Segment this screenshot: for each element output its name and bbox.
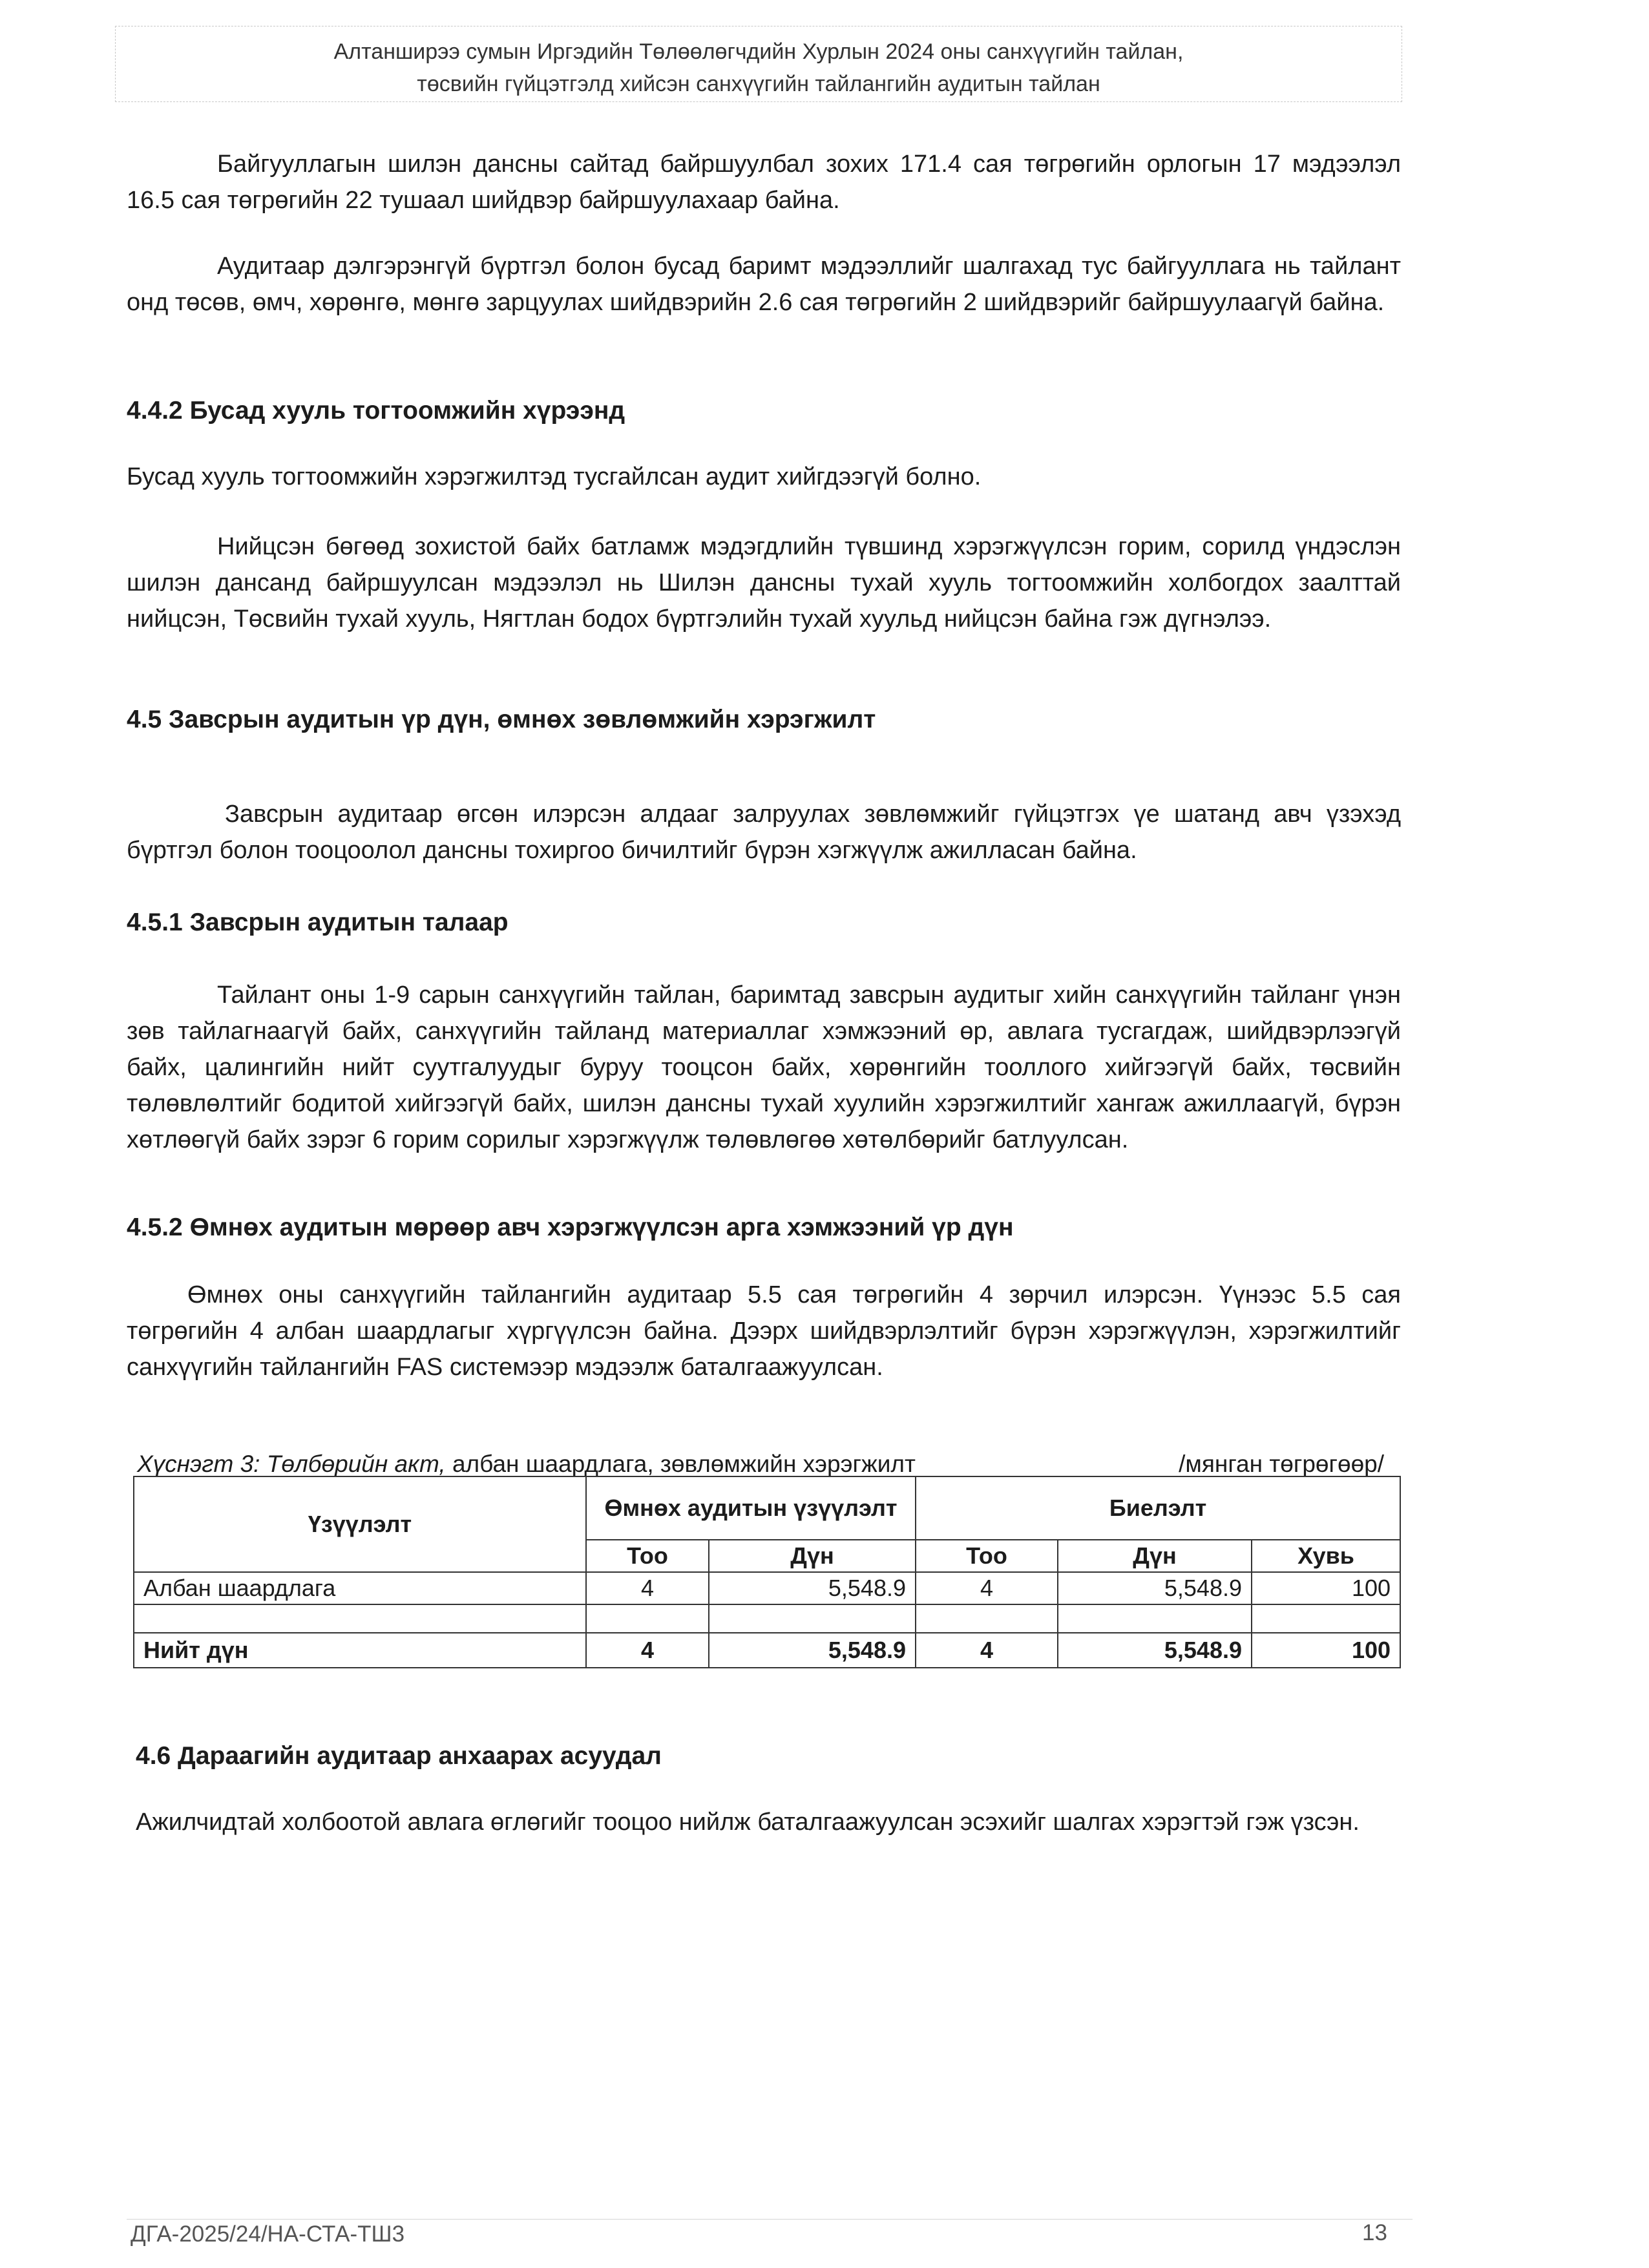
- header-percent: Хувь: [1252, 1540, 1400, 1572]
- paragraph-unposted-decisions: Аудитаар дэлгэрэнгүй бүртгэл болон бусад баримт мэдээллийг шалгахад тус байгууллага нь тайлант онд төсөв, өмч, хөрөнгө, мөнгө зарцуулах шийдвэрийн 2.6 сая төгрөгийн 2 шийдвэрийг байршуулаагүй байна.: [127, 253, 1401, 316]
- table-unit: /мянган төгрөгөөр/: [1179, 1451, 1384, 1477]
- table-row: [134, 1572, 1400, 1604]
- heading-4-5-1: 4.5.1 Завсрын аудитын талаар: [127, 908, 509, 936]
- row-name: Албан шаардлага: [134, 1572, 586, 1604]
- paragraph-prior-audit: Өмнөх оны санхүүгийн тайлангийн аудитаар 5.5 сая төгрөгийн 4 зөрчил илэрсэн. Үүнээс 5.5 сая төгрөгийн 4 албан шаардлагыг хүргүүлсэн байна. Дээрх шийдвэрлэлтийг бүрэн хэрэгжүүлэн, хэрэгжилтийг санхүүгийн тайлангийн FAS системээр мэдээлж баталгаажуулсан.: [127, 1281, 1401, 1381]
- row-exec-count: 4: [916, 1572, 1058, 1604]
- header-exec-count: Тоо: [916, 1540, 1058, 1572]
- results-table: [133, 1476, 1401, 1668]
- page-number: 13: [1362, 2220, 1387, 2245]
- row-percent: 100: [1252, 1572, 1400, 1604]
- table-row-total: [134, 1633, 1400, 1668]
- heading-4-4-2: 4.4.2 Бусад хууль тогтоомжийн хүрээнд: [127, 397, 625, 425]
- total-percent: 100: [1252, 1633, 1400, 1668]
- paragraph-compliance-conclusion: Нийцсэн бөгөөд зохистой байх батламж мэдэгдлийн түвшинд хэрэгжүүлсэн горим, сорилд үндэслэн шилэн дансанд байршуулсан мэдээлэл нь Шилэн дансны тухай хууль тогтоомжийн холбогдох заалттай нийцсэн, Төсвийн тухай хууль, Нягтлан бодох бүртгэлийн тухай хуульд нийцсэн байна гэж дүгнэлээ.: [127, 533, 1401, 633]
- footer-divider: [127, 2219, 1413, 2220]
- header-prev-count: Тоо: [586, 1540, 709, 1572]
- paragraph-interim-result: Завсрын аудитаар өгсөн илэрсэн алдааг залруулах зөвлөмжийг гүйцэтгэх үе шатанд авч үзэхэд бүртгэл болон тооцоолол дансны тохиргоо бичилтийг бүрэн хэгжүүлж ажилласан байна.: [127, 801, 1401, 864]
- paragraph-other-laws: Бусад хууль тогтоомжийн хэрэгжилтэд тусгайлсан аудит хийгдээгүй болно.: [127, 463, 982, 490]
- paragraph-glass-account-info: Байгууллагын шилэн дансны сайтад байршуулбал зохих 171.4 сая төгрөгийн орлогын 17 мэдээлэл 16.5 сая төгрөгийн 22 тушаал шийдвэр байршуулахаар байна.: [127, 151, 1401, 214]
- table-caption: [137, 1449, 1384, 1480]
- total-exec-count: 4: [916, 1633, 1058, 1668]
- header-previous-audit: Өмнөх аудитын үзүүлэлт: [586, 1476, 916, 1540]
- heading-4-6: 4.6 Дараагийн аудитаар анхаарах асуудал: [136, 1742, 662, 1770]
- running-header: [115, 26, 1402, 102]
- caption-italic: Хүснэгт 3: Төлбөрийн акт,: [137, 1451, 446, 1477]
- paragraph-next-audit: Ажилчидтай холбоотой авлага өглөгийг тооцоо нийлж баталгаажуулсан эсэхийг шалгах хэрэгтэй гэж үзсэн.: [136, 1809, 1360, 1836]
- total-name: Нийт дүн: [134, 1633, 586, 1668]
- header-exec-amount: Дүн: [1058, 1540, 1252, 1572]
- header-prev-amount: Дүн: [709, 1540, 916, 1572]
- table-row-empty: [134, 1604, 1400, 1633]
- footer-document-code: ДГА-2025/24/НА-СТА-ТШ3: [131, 2221, 405, 2247]
- header-line-2: төсвийн гүйцэтгэлд хийсэн санхүүгийн тайлангийн аудитын тайлан: [417, 72, 1100, 96]
- header-line-1: Алтанширээ сумын Иргэдийн Төлөөлөгчдийн Хурлын 2024 оны санхүүгийн тайлан,: [333, 39, 1184, 64]
- heading-4-5-2: 4.5.2 Өмнөх аудитын мөрөөр авч хэрэгжүүлсэн арга хэмжээний үр дүн: [127, 1213, 1014, 1241]
- heading-4-5: 4.5 Завсрын аудитын үр дүн, өмнөх зөвлөмжийн хэрэгжилт: [127, 706, 876, 733]
- total-prev-amount: 5,548.9: [709, 1633, 916, 1668]
- header-indicator: Үзүүлэлт: [134, 1476, 586, 1572]
- caption-rest: албан шаардлага, зөвлөмжийн хэрэгжилт: [445, 1451, 916, 1477]
- row-prev-amount: 5,548.9: [709, 1572, 916, 1604]
- paragraph-interim-audit: Тайлант оны 1-9 сарын санхүүгийн тайлан, баримтад завсрын аудитыг хийн санхүүгийн тайланг үнэн зөв тайлагнаагүй байх, санхүүгийн тайланд материаллаг хэмжээний өр, авлага тусгагдаж, шийдвэрлээгүй байх, цалингийн нийт суутгалуудыг буруу тооцсон байх, хөрөнгийн тооллого хийгээгүй байх, төсвийн төлөвлөлтийг бодитой хийгээгүй байх, шилэн дансны тухай хуулийн хэрэгжилтийг хангаж ажиллаагүй, бүрэн хөтлөөгүй байх зэрэг 6 горим сорилыг хэрэгжүүлж төлөвлөгөө хөтөлбөрийг батлуулсан.: [127, 982, 1401, 1153]
- total-exec-amount: 5,548.9: [1058, 1633, 1252, 1668]
- row-prev-count: 4: [586, 1572, 709, 1604]
- header-execution: Биелэлт: [916, 1476, 1400, 1540]
- row-exec-amount: 5,548.9: [1058, 1572, 1252, 1604]
- total-prev-count: 4: [586, 1633, 709, 1668]
